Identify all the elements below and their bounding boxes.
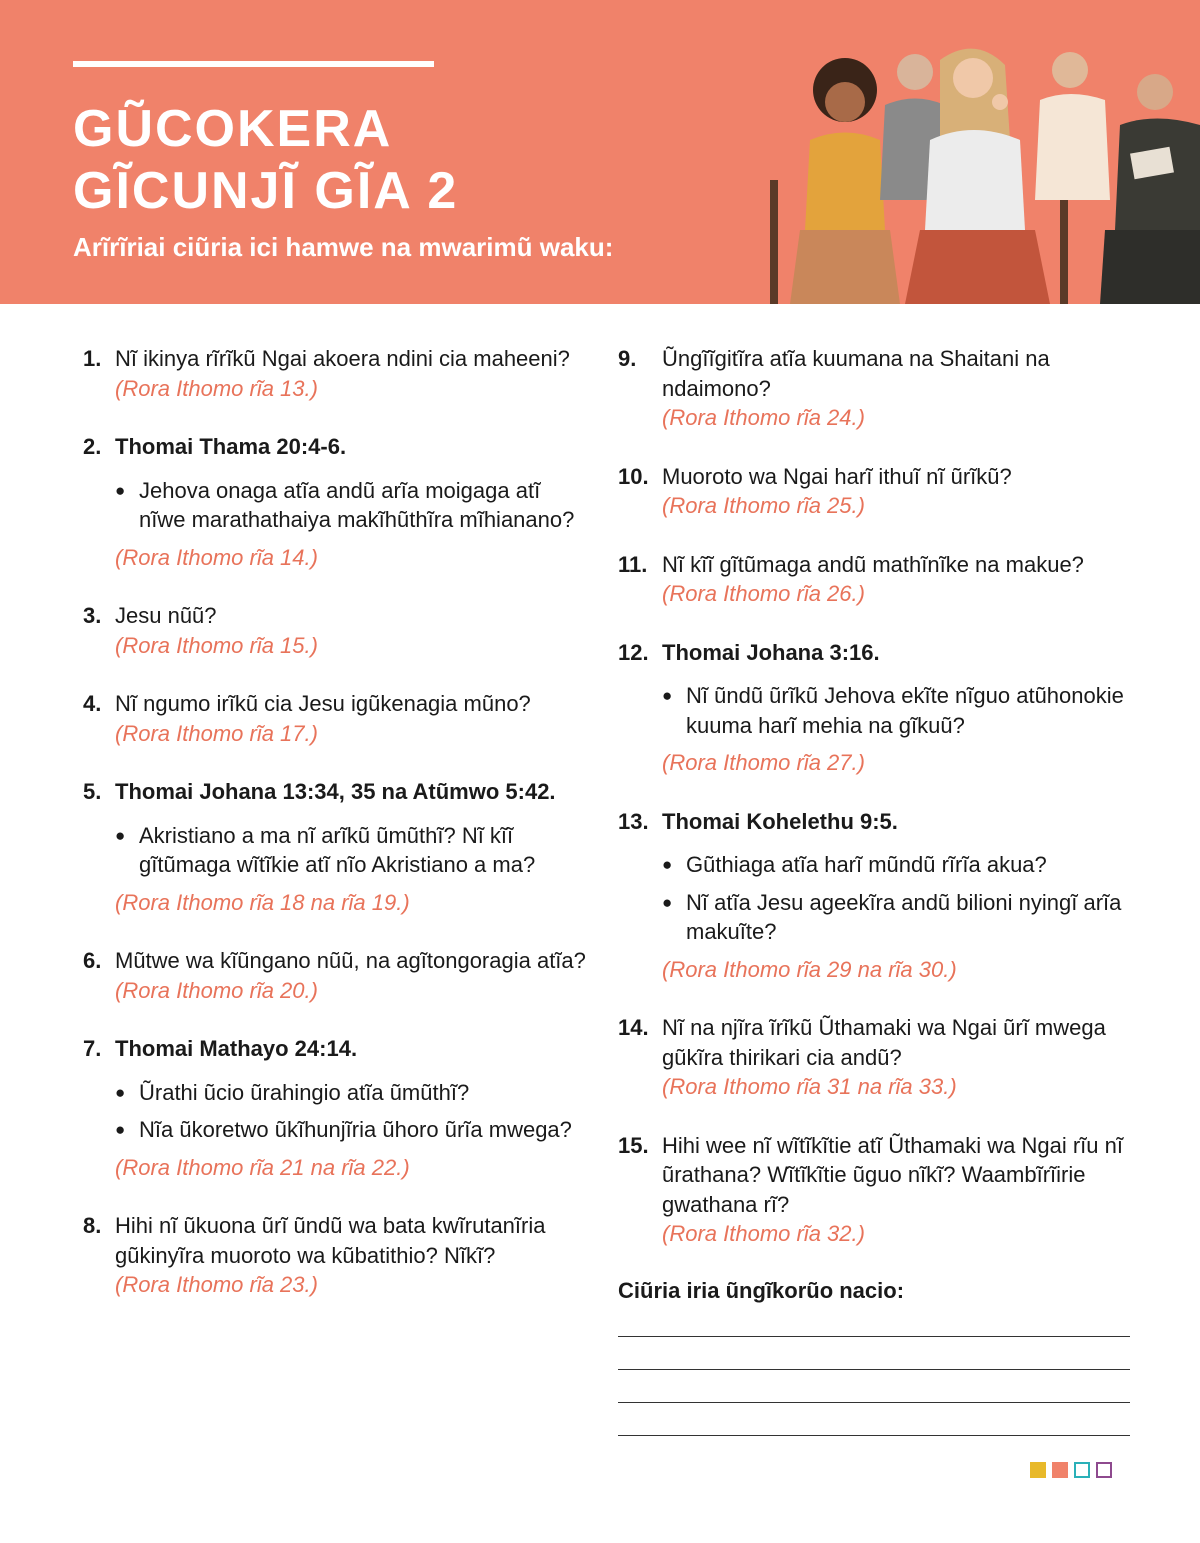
extra-questions-title: Ciũria iria ũngĩkorũo nacio:: [618, 1277, 905, 1303]
question-number: 12.: [618, 639, 649, 665]
questions-right-column: [618, 344, 1148, 1436]
question-item: [83, 946, 588, 1005]
question-body: [115, 344, 588, 403]
lesson-reference: (Rora Ithomo rĩa 18 na rĩa 19.): [115, 889, 410, 915]
lesson-reference: (Rora Ithomo rĩa 15.): [115, 632, 318, 658]
question-text: Thomai Johana 13:34, 35 na Atũmwo 5:42.: [115, 779, 556, 804]
question-bullets: [662, 681, 1148, 740]
lesson-reference: (Rora Ithomo rĩa 31 na rĩa 33.): [662, 1074, 957, 1099]
question-body: [115, 689, 588, 748]
question-number: 7.: [83, 1036, 102, 1061]
lesson-reference: (Rora Ithomo rĩa 24.): [662, 405, 865, 430]
question-item: [83, 1211, 588, 1300]
lesson-reference: (Rora Ithomo rĩa 32.): [662, 1221, 865, 1246]
bullet-item: ● Jehova onaga atĩa andũ arĩa moigaga atĩ nĩwe marathathaiya makĩhũthĩra mĩhianano?: [115, 476, 588, 535]
question-body: [662, 1131, 1148, 1249]
question-text: Nĩ na njĩra ĩrĩkũ Ũthamaki wa Ngai ũrĩ mwega gũkĩra thirikari cia andũ?: [662, 1015, 1106, 1070]
question-number: 6.: [83, 948, 102, 973]
writing-line[interactable]: [618, 1369, 1130, 1370]
question-text: Hihi nĩ ũkuona ũrĩ ũndũ wa bata kwĩrutanĩria gũkinyĩra muoroto wa kũbatithio? Nĩkĩ?: [115, 1213, 546, 1268]
question-body: [115, 601, 588, 660]
lesson-reference: (Rora Ithomo rĩa 26.): [662, 581, 865, 606]
question-body: [662, 1013, 1148, 1102]
question-text: Thomai Johana 3:16.: [662, 639, 880, 665]
questions-left-column: [83, 344, 588, 1329]
question-bullets: [662, 850, 1148, 947]
bullet-item: ● Nĩ ũndũ ũrĩkũ Jehova ekĩte nĩguo atũhonokie kuuma harĩ mehia na gĩkuũ?: [662, 681, 1148, 740]
header-rule: [73, 61, 434, 67]
bullet-item: ● Gũthiaga atĩa harĩ mũndũ rĩrĩa akua?: [662, 850, 1148, 880]
writing-line[interactable]: [618, 1336, 1130, 1337]
decorative-squares: [1030, 1462, 1112, 1478]
question-text: Ũngĩĩgitĩra atĩa kuumana na Shaitani na ndaimono?: [662, 346, 1050, 401]
coral-square-icon: [1052, 1462, 1068, 1478]
title-line-1: GŨCOKERA: [73, 100, 393, 158]
question-text: Thomai Kohelethu 9:5.: [662, 808, 898, 834]
people-illustration: [760, 30, 1200, 304]
question-number: 5.: [83, 779, 102, 804]
lesson-reference: (Rora Ithomo rĩa 13.): [115, 375, 318, 401]
question-item: [618, 638, 1148, 778]
question-body: [662, 550, 1148, 609]
question-text: Nĩ ngumo irĩkũ cia Jesu igũkenagia mũno?: [115, 691, 531, 716]
question-bullets: [115, 1078, 588, 1145]
question-number: 4.: [83, 691, 102, 716]
purple-square-outline-icon: [1096, 1462, 1112, 1478]
question-number: 15.: [618, 1132, 649, 1158]
question-text: Mũtwe wa kĩũngano nũũ, na agĩtongoragia atĩa?: [115, 948, 586, 973]
question-body: [662, 638, 1148, 778]
question-item: [618, 344, 1148, 433]
lesson-reference: (Rora Ithomo rĩa 21 na rĩa 22.): [115, 1154, 410, 1180]
lesson-reference: (Rora Ithomo rĩa 20.): [115, 977, 318, 1003]
question-item: [618, 1013, 1148, 1102]
question-item: [83, 432, 588, 572]
teal-square-outline-icon: [1074, 1462, 1090, 1478]
question-body: [115, 1211, 588, 1300]
question-item: [618, 462, 1148, 521]
question-number: 11.: [618, 551, 648, 577]
question-item: [83, 777, 588, 917]
question-text: Jesu nũũ?: [115, 603, 217, 628]
question-number: 13.: [618, 808, 649, 834]
question-number: 3.: [83, 603, 102, 628]
question-body: [115, 777, 588, 917]
bullet-item: ● Nĩa ũkoretwo ũkĩhunjĩria ũhoro ũrĩa mwega?: [115, 1115, 588, 1145]
question-text: Nĩ ikinya rĩrĩkũ Ngai akoera ndini cia maheeni?: [115, 346, 570, 371]
question-body: [662, 344, 1148, 433]
question-body: [115, 946, 588, 1005]
lesson-reference: (Rora Ithomo rĩa 23.): [115, 1272, 318, 1297]
lesson-reference: (Rora Ithomo rĩa 29 na rĩa 30.): [662, 956, 957, 982]
question-bullets: [115, 821, 588, 880]
lesson-reference: (Rora Ithomo rĩa 17.): [115, 720, 318, 746]
question-text: Thomai Thama 20:4-6.: [115, 434, 347, 459]
bullet-item: ● Ũrathi ũcio ũrahingio atĩa ũmũthĩ?: [115, 1078, 588, 1108]
question-item: [83, 344, 588, 403]
question-bullets: [115, 476, 588, 535]
question-item: [618, 1131, 1148, 1249]
question-text: Thomai Mathayo 24:14.: [115, 1036, 358, 1061]
question-body: [115, 432, 588, 572]
question-item: [83, 1034, 588, 1182]
question-number: 14.: [618, 1015, 649, 1040]
question-text: Nĩ kĩĩ gĩtũmaga andũ mathĩnĩke na makue?: [662, 551, 1084, 577]
header-banner: [0, 0, 1200, 304]
question-item: [83, 689, 588, 748]
page-subtitle: Arĩrĩriai ciũria ici hamwe na mwarimũ waku:: [73, 232, 614, 262]
question-item: [618, 550, 1148, 609]
writing-line[interactable]: [618, 1402, 1130, 1403]
lesson-reference: (Rora Ithomo rĩa 27.): [662, 750, 865, 775]
question-text: Hihi wee nĩ wĩtĩkĩtie atĩ Ũthamaki wa Ngai rĩu nĩ ũrathana? Wĩtĩkĩtie ũguo nĩkĩ? Waambĩrĩirie gwathana rĩ?: [662, 1132, 1123, 1217]
yellow-square-icon: [1030, 1462, 1046, 1478]
question-number: 1.: [83, 346, 102, 371]
question-number: 8.: [83, 1213, 102, 1238]
page-title: [73, 98, 458, 222]
lesson-reference: (Rora Ithomo rĩa 25.): [662, 493, 865, 518]
question-body: [662, 462, 1148, 521]
question-item: [618, 807, 1148, 985]
question-item: [83, 601, 588, 660]
title-line-2: GĨCUNJĨ GĨA 2: [73, 162, 459, 220]
question-body: [115, 1034, 588, 1182]
question-body: [662, 807, 1148, 985]
question-text: Muoroto wa Ngai harĩ ithuĩ nĩ ũrĩkũ?: [662, 463, 1012, 489]
bullet-item: ● Nĩ atĩa Jesu ageekĩra andũ bilioni nyingĩ arĩa makuĩte?: [662, 888, 1148, 947]
question-number: 10.: [618, 463, 649, 489]
writing-line[interactable]: [618, 1435, 1130, 1436]
bullet-item: ● Akristiano a ma nĩ arĩkũ ũmũthĩ? Nĩ kĩĩ gĩtũmaga wĩtĩkie atĩ nĩo Akristiano a ma?: [115, 821, 588, 880]
question-number: 2.: [83, 434, 102, 459]
question-number: 9.: [618, 346, 637, 371]
lesson-reference: (Rora Ithomo rĩa 14.): [115, 544, 318, 570]
